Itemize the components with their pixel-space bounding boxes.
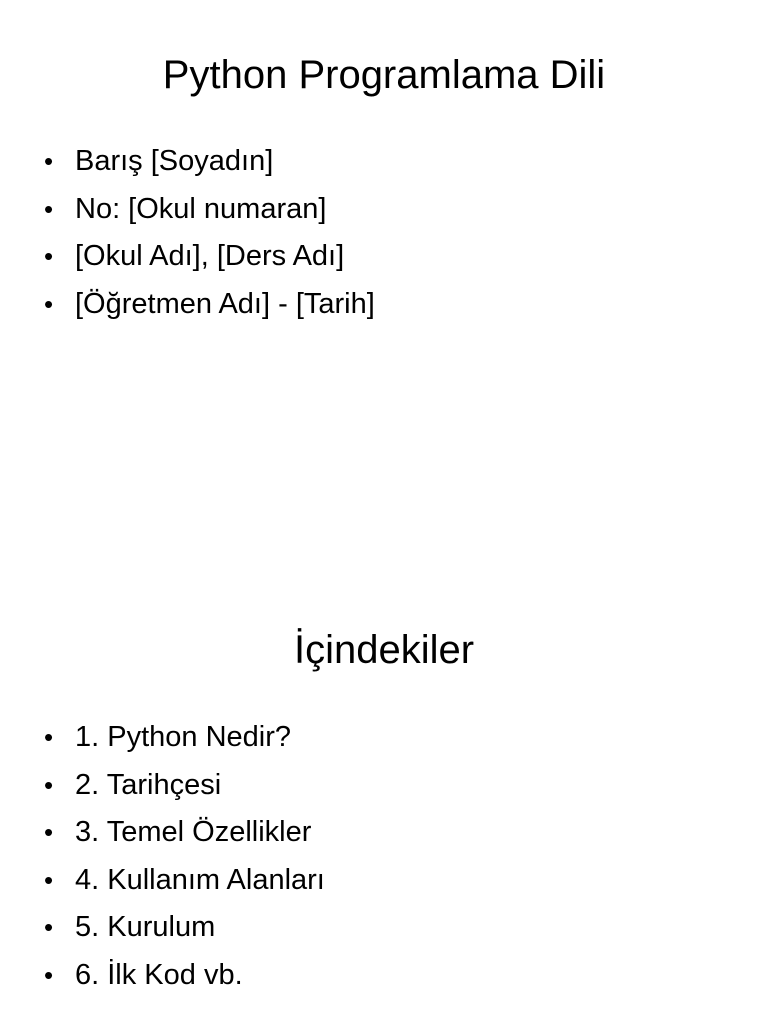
bullet-icon: • [44, 722, 54, 752]
bullet-icon: • [44, 959, 54, 990]
slide-title: Python Programlama Dili [162, 53, 606, 97]
bullet-icon: • [44, 864, 54, 895]
bullet-icon: • [44, 146, 54, 176]
bullet-icon: • [44, 193, 54, 224]
slide-title: İçindekiler [293, 628, 475, 672]
bullet-icon: • [44, 769, 54, 800]
bullet-icon: • [44, 817, 54, 847]
list-item-text: 3. Temel Özellikler [75, 816, 312, 848]
list-item-text: No: [Okul numaran] [75, 192, 327, 225]
list-item-text: 5. Kurulum [75, 911, 216, 943]
contents-slide [0, 576, 768, 1024]
list-item-text: Barış [Soyadın] [75, 145, 274, 177]
list-item-text: 1. Python Nedir? [75, 721, 292, 753]
list-item-text: 6. İlk Kod vb. [75, 958, 243, 991]
bullet-icon: • [44, 241, 54, 271]
list-item-text: 4. Kullanım Alanları [75, 863, 325, 896]
bullet-icon: • [44, 912, 54, 942]
list-item-text: 2. Tarihçesi [75, 768, 222, 801]
list-item-text: [Öğretmen Adı] - [Tarih] [75, 287, 375, 320]
list-item-text: [Okul Adı], [Ders Adı] [75, 240, 345, 272]
bullet-icon: • [44, 288, 54, 319]
